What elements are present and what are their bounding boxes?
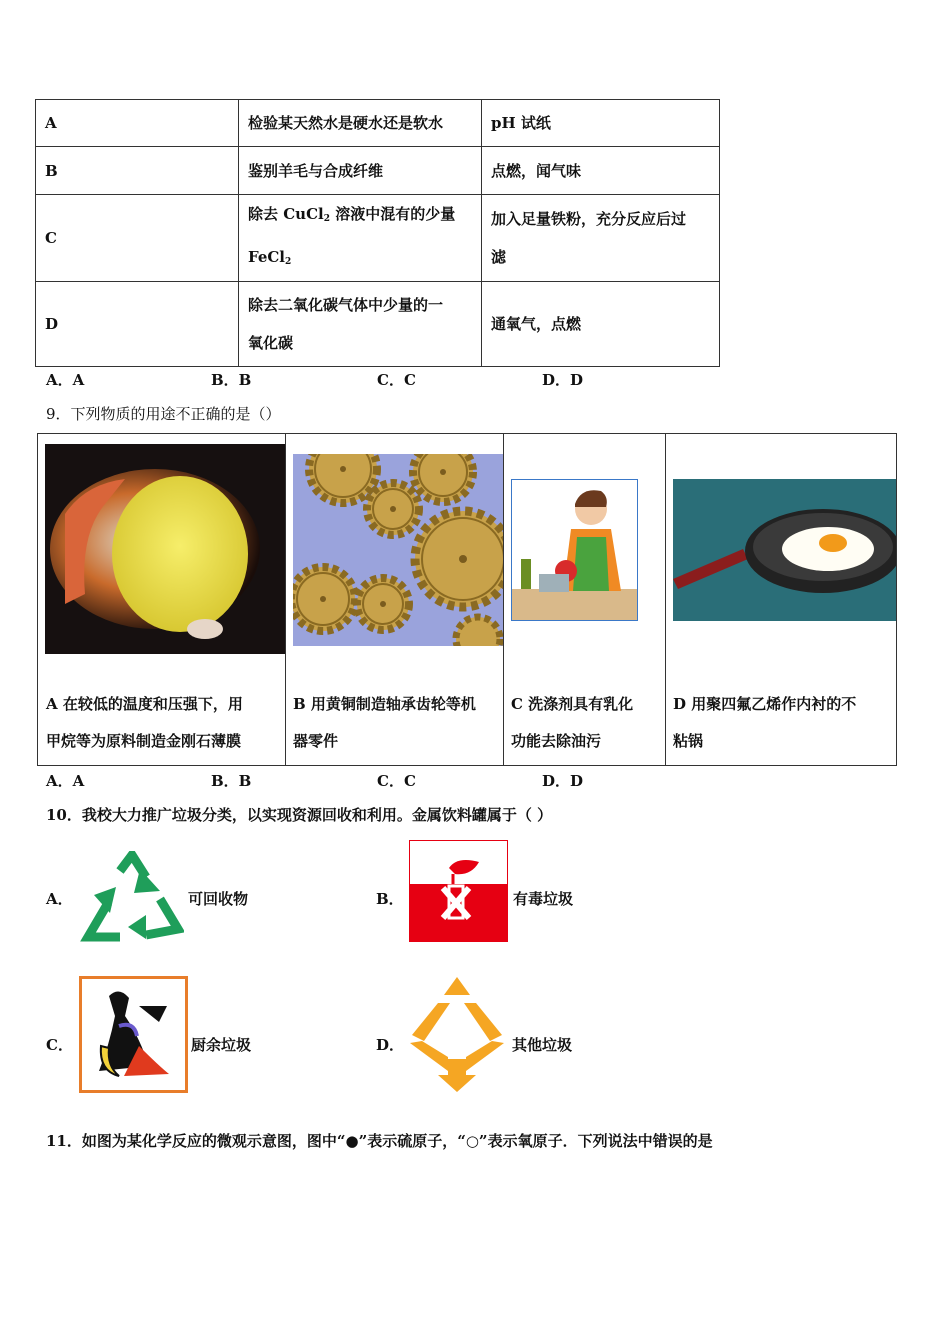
recycle-icon xyxy=(80,851,184,945)
row-c-method xyxy=(482,195,720,282)
q10-choice-b-letter[interactable]: B． xyxy=(376,890,404,908)
row-c-method-1: 加入足量铁粉，充分反应后过 xyxy=(491,210,687,228)
row-c-method-2: 滤 xyxy=(491,248,507,266)
q9-cell-d xyxy=(665,434,896,765)
row-c-purpose-sub-2: 2 xyxy=(285,257,292,267)
q9-cell-a xyxy=(38,434,286,765)
row-c-purpose-text-2: FeCl xyxy=(248,248,286,266)
gears-image xyxy=(293,454,503,646)
q10-choice-d-label: 其他垃圾 xyxy=(512,1036,573,1054)
q9-caption-c xyxy=(511,686,659,760)
q9-caption-a-1: A 在较低的温度和压强下，用 xyxy=(46,695,243,713)
experiment-table xyxy=(35,99,720,367)
q11-text: 11．如图为某化学反应的微观示意图，图中“●”表示硫原子，“○”表示氧原子．下列说法中错误的是 xyxy=(46,1132,713,1150)
row-c-purpose-text-1b: 溶液中混有的少量 xyxy=(329,205,456,223)
q9-cell-b xyxy=(285,434,504,765)
q9-caption-d-2: 粘锅 xyxy=(673,732,704,750)
row-c-label: C xyxy=(36,195,239,282)
q9-text: 9．下列物质的用途不正确的是（） xyxy=(46,405,281,423)
q10-choice-a-label: 可回收物 xyxy=(188,890,249,908)
q8-option-b[interactable]: B．B xyxy=(211,371,252,389)
toxic-icon xyxy=(409,840,508,942)
diamond-film-image xyxy=(45,444,285,654)
q10-choice-d-letter[interactable]: D． xyxy=(376,1036,405,1054)
q10-choice-b-label: 有毒垃圾 xyxy=(513,890,574,908)
q9-caption-b xyxy=(293,686,497,760)
row-d-method: 通氧气，点燃 xyxy=(482,282,720,367)
row-d-purpose-2: 氧化碳 xyxy=(248,334,294,352)
row-d-purpose xyxy=(239,282,482,367)
q9-option-c[interactable]: C．C xyxy=(377,772,416,790)
q9-caption-b-2: 器零件 xyxy=(293,732,339,750)
row-a-label: A xyxy=(36,100,239,147)
q10-text: 10．我校大力推广垃圾分类，以实现资源回收和利用。金属饮料罐属于（ ） xyxy=(46,806,553,824)
q9-caption-d-1: D 用聚四氟乙烯作内衬的不 xyxy=(673,695,857,713)
row-a-purpose: 检验某天然水是硬水还是软水 xyxy=(239,100,482,147)
q8-option-a[interactable]: A．A xyxy=(46,371,85,389)
q9-option-d[interactable]: D．D xyxy=(542,772,584,790)
dishwashing-image xyxy=(511,479,638,621)
row-d-label: D xyxy=(36,282,239,367)
q9-caption-a-2: 甲烷等为原料制造金刚石薄膜 xyxy=(46,732,242,750)
q10-choice-a-letter[interactable]: A． xyxy=(46,890,73,908)
q9-caption-c-1: C 洗涤剂具有乳化 xyxy=(511,695,634,713)
row-b-label: B xyxy=(36,147,239,195)
frying-pan-image xyxy=(673,479,896,621)
q10-choice-c-label: 厨余垃圾 xyxy=(191,1036,252,1054)
row-a-method: pH 试纸 xyxy=(482,100,720,147)
q9-cell-c xyxy=(503,434,666,765)
q9-caption-a xyxy=(46,686,279,760)
row-d-purpose-1: 除去二氧化碳气体中少量的一 xyxy=(248,296,444,314)
q9-option-b[interactable]: B．B xyxy=(211,772,252,790)
q9-caption-b-1: B 用黄铜制造轴承齿轮等机 xyxy=(293,695,476,713)
row-c-purpose-sub: 2 xyxy=(323,214,330,224)
q9-table xyxy=(37,433,897,766)
row-c-purpose xyxy=(239,195,482,282)
row-c-purpose-text-1: 除去 CuCl xyxy=(248,205,324,223)
row-b-purpose: 鉴别羊毛与合成纤维 xyxy=(239,147,482,195)
other-waste-icon xyxy=(408,975,506,1093)
q9-caption-c-2: 功能去除油污 xyxy=(511,732,602,750)
q10-choice-c-letter[interactable]: C． xyxy=(46,1036,73,1054)
row-b-method: 点燃，闻气味 xyxy=(482,147,720,195)
q9-option-a[interactable]: A．A xyxy=(46,772,85,790)
kitchen-waste-icon xyxy=(79,976,188,1093)
q8-option-d[interactable]: D．D xyxy=(542,371,584,389)
q8-option-c[interactable]: C．C xyxy=(377,371,416,389)
q9-caption-d xyxy=(673,686,890,760)
